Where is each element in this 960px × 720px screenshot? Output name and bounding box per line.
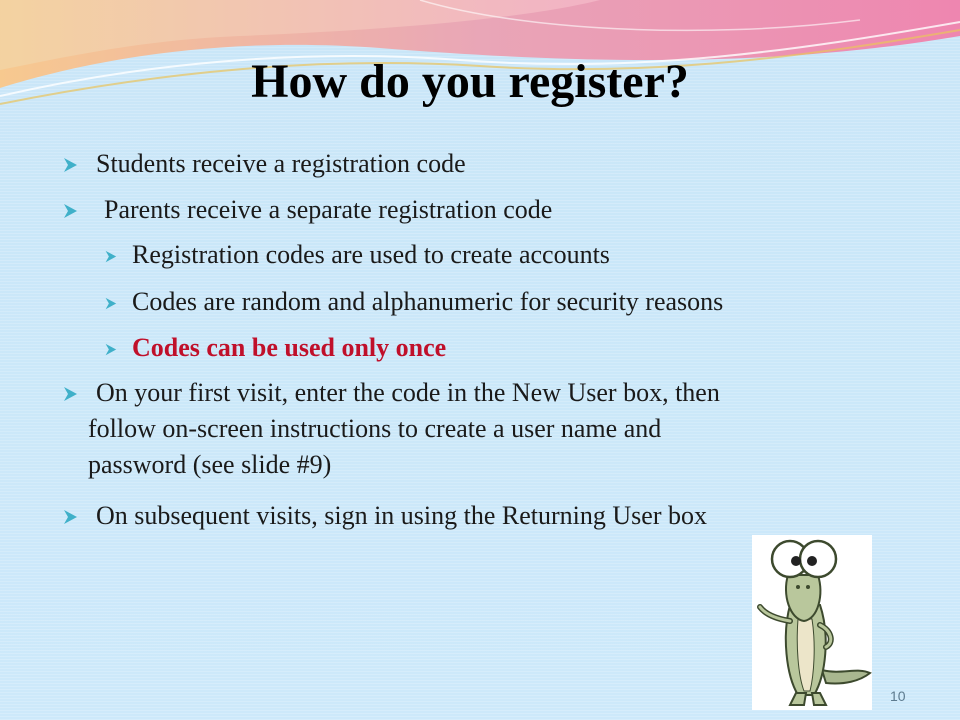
bullet-text: Parents receive a separate registration code [104, 195, 553, 224]
arrow-bullet-icon [104, 250, 117, 263]
bullet-text: On subsequent visits, sign in using the Returning User box [96, 501, 707, 530]
bullet-text: Codes are random and alphanumeric for security reasons [132, 287, 724, 316]
cartoon-crocodile-icon [752, 535, 872, 710]
arrow-bullet-icon [104, 297, 117, 310]
arrow-bullet-icon [104, 343, 117, 356]
bullet-text: Registration codes are used to create accounts [132, 240, 610, 269]
bullet-item [96, 146, 466, 182]
arrow-bullet-icon [62, 203, 78, 219]
slide-title: How do you register? [251, 55, 689, 108]
arrow-bullet-icon [62, 386, 78, 402]
bullet-text: Students receive a registration code [96, 149, 466, 178]
bullet-item [132, 237, 610, 273]
bullet-text-line: password (see slide #9) [88, 450, 332, 479]
bullet-item [104, 192, 552, 228]
bullet-text-line: follow on-screen instructions to create a user name and [88, 414, 662, 443]
arrow-bullet-icon [62, 509, 78, 525]
bullet-text-emphasis: Codes can be used only once [132, 333, 447, 362]
bullet-item [88, 375, 916, 483]
bullet-text-line: On your first visit, enter the code in the New User box, then [96, 378, 720, 407]
bullet-item [96, 498, 707, 534]
page-number: 10 [890, 688, 906, 704]
arrow-bullet-icon [62, 157, 78, 173]
bullet-item [132, 284, 723, 320]
bullet-item [132, 330, 446, 366]
